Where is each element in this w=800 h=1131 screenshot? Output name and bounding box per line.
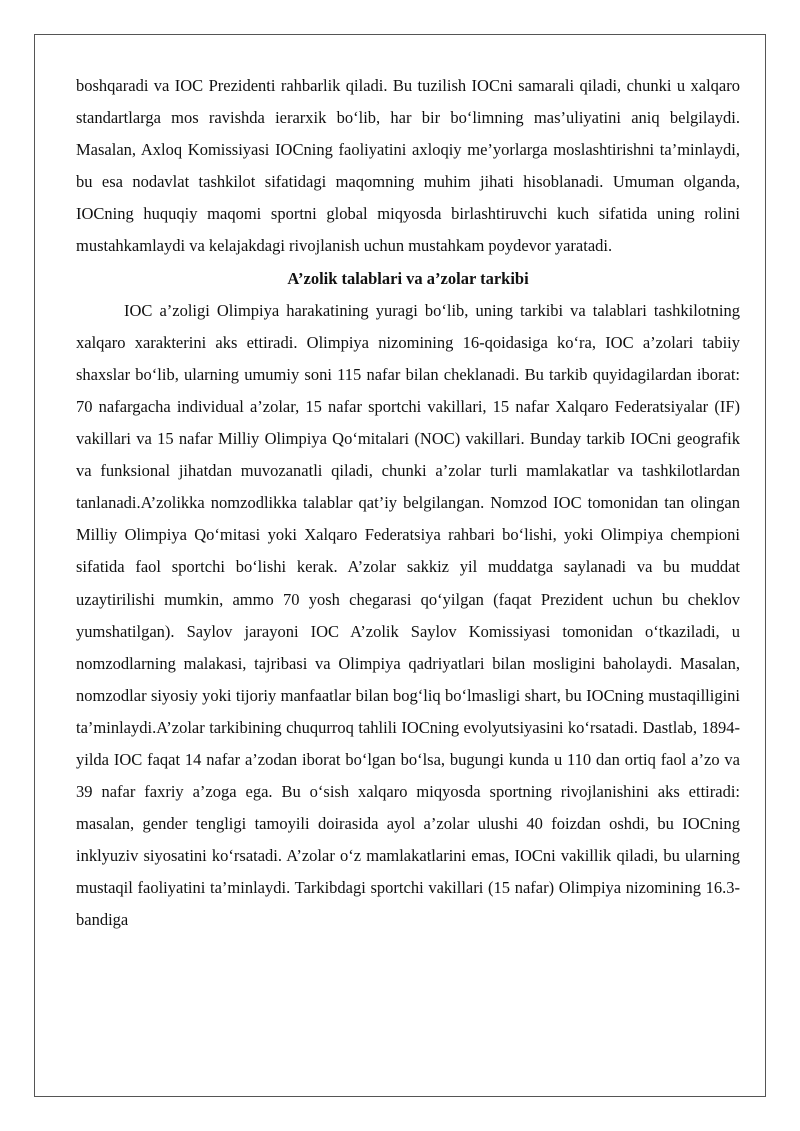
section-heading: A’zolik talablari va a’zolar tarkibi — [287, 268, 529, 288]
document-body — [76, 70, 740, 937]
body-paragraph: boshqaradi va IOC Prezidenti rahbarlik qiladi. Bu tuzilish IOCni samarali qiladi, chunki u xalqaro standartlarga mos ravishda ierarxik bo‘lib, har bir bo‘limning mas’uliyatini aniq belgilaydi. Masalan, Axloq Komissiyasi IOCning faoliyatini axloqiy me’yorlarga moslashtirishni ta’minlaydi, bu esa nodavlat tashkilot sifatidagi maqomning muhim jihati hisoblanadi. Umuman olganda, IOCning huquqiy maqomi sportni global miqyosda birlashtiruvchi kuch sifatida uning rolini mustahkamlaydi va kelajakdagi rivojlanish uchun mustahkam poydevor yaratadi. — [76, 76, 740, 256]
body-paragraph: IOC a’zoligi Olimpiya harakatining yuragi bo‘lib, uning tarkibi va talablari tashkilotning xalqaro xarakterini aks ettiradi. Olimpiya nizomining 16-qoidasiga ko‘ra, IOC a’zolari tabiiy shaxslar bo‘lib, ularning umumiy soni 115 nafar bilan cheklanadi. Bu tarkib quyidagilardan iborat: 70 nafargacha individual a’zolar, 15 nafar sportchi vakillari, 15 nafar Xalqaro Federatsiyalar (IF) vakillari va 15 nafar Milliy Olimpiya Qo‘mitalari (NOC) vakillari. Bunday tarkib IOCni geografik va funksional jihatdan muvozanatli qiladi, chunki a’zolar turli mamlakatlar va tashkilotlardan tanlanadi.A’zolikka nomzodlikka talablar qat’iy belgilangan. Nomzod IOC tomonidan tan olingan Milliy Olimpiya Qo‘mitasi yoki Xalqaro Federatsiya rahbari bo‘lishi, yoki Olimpiya chempioni sifatida faol sportchi bo‘lishi kerak. A’zolar sakkiz yil muddatga saylanadi va bu muddat uzaytirilishi mumkin, ammo 70 yosh chegarasi qo‘yilgan (faqat Prezident uchun bu cheklov yumshatilgan). Saylov jarayoni IOC A’zolik Saylov Komissiyasi tomonidan o‘tkaziladi, u nomzodlarning malakasi, tajribasi va Olimpiya qadriyatlari bilan mosligini baholaydi. Masalan, nomzodlar siyosiy yoki tijoriy manfaatlar bilan bog‘liq bo‘lmasligi shart, bu IOCning mustaqilligini ta’minlaydi.A’zolar tarkibining chuqurroq tahlili IOCning evolyutsiyasini ko‘rsatadi. Dastlab, 1894-yilda IOC faqat 14 nafar a’zodan iborat bo‘lgan bo‘lsa, bugungi kunda u 110 dan ortiq faol a’zo va 39 nafar faxriy a’zoga ega. Bu o‘sish xalqaro miqyosda sportning rivojlanishini aks ettiradi: masalan, gender tengligi tamoyili doirasida ayol a’zolar ulushi 40 foizdan oshdi, bu IOCning inklyuziv siyosatini ko‘rsatadi. A’zolar o‘z mamlakatlarini emas, IOCni vakillik qiladi, bu ularning mustaqil faoliyatini ta’minlaydi. Tarkibdagi sportchi vakillari (15 nafar) Olimpiya nizomining 16.3-bandiga — [76, 300, 740, 930]
